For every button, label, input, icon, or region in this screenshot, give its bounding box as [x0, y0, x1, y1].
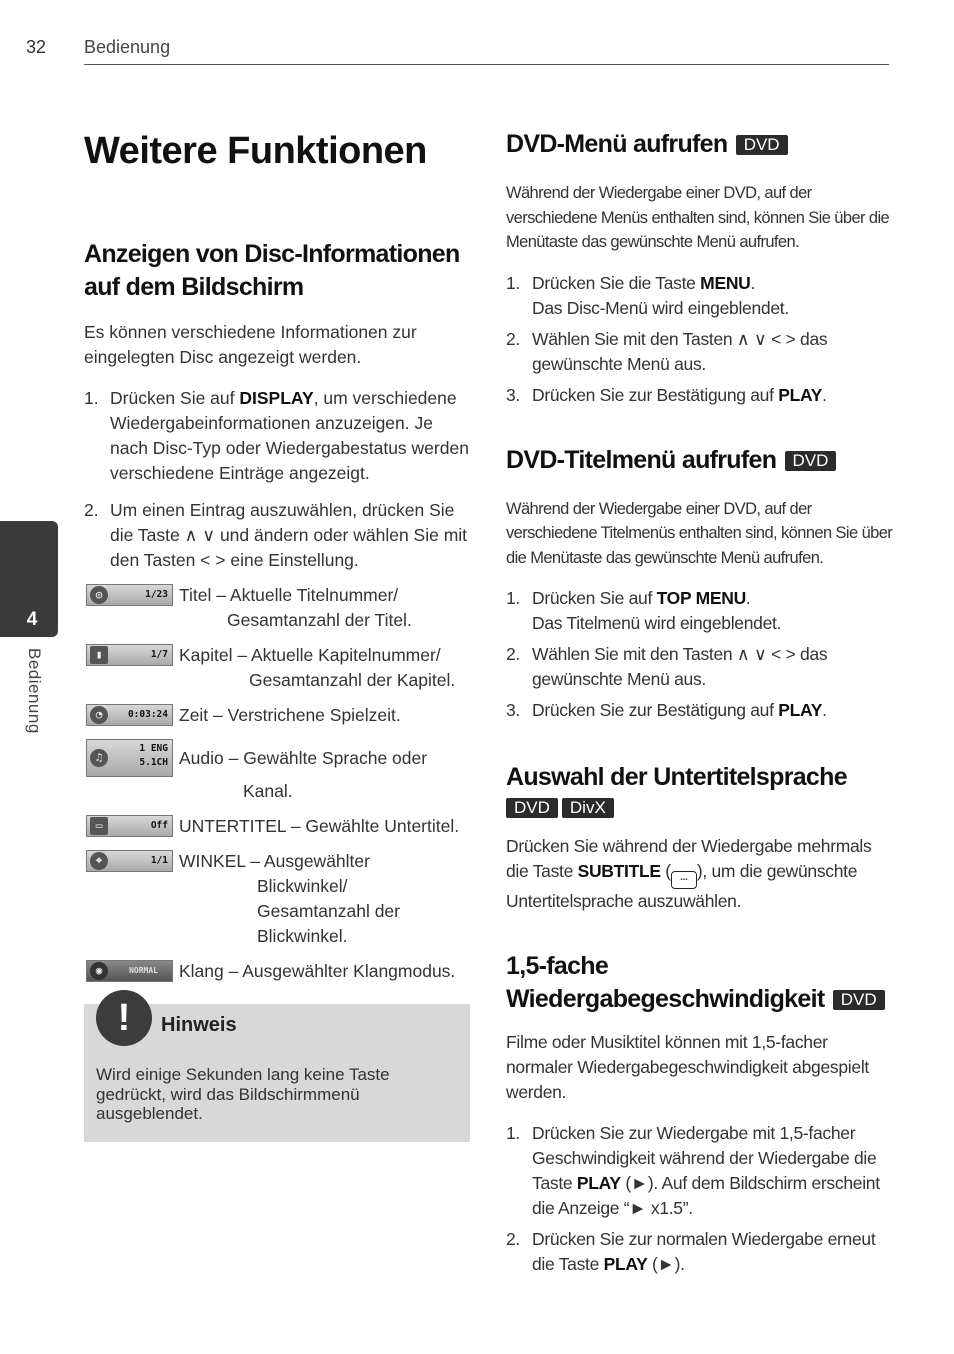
info-item-subtitle: ▭ Off UNTERTITEL – Gewählte Untertitel.: [84, 814, 470, 839]
left-column: [84, 126, 470, 1142]
chapter-icon: ▮ 1/7: [86, 644, 173, 666]
list-item: 2. Drücken Sie zur normalen Wiedergabe erneut die Taste PLAY (►).: [506, 1229, 876, 1274]
list-item: 2. Wählen Sie mit den Tasten ∧ ∨ < > das gewünschte Menü aus.: [506, 328, 828, 374]
subtitle-button-icon: ...: [671, 871, 697, 889]
camera-angle-icon: ⌖ 1/1: [86, 850, 173, 872]
section-heading-playback-speed: 1,5-fache Wiedergabegeschwindigkeit DVD: [506, 950, 894, 1016]
divx-badge: DivX: [562, 798, 614, 818]
list-item: 3. Drücken Sie zur Bestätigung auf PLAY.: [506, 700, 827, 720]
info-item-time: ◔ 0:03:24 Zeit – Verstrichene Spielzeit.: [84, 703, 470, 728]
note-box: [84, 997, 470, 1142]
list-item: 1. Drücken Sie die Taste MENU. Das Disc-Menü wird eingeblendet.: [506, 272, 789, 318]
list-item: 1. Drücken Sie auf DISPLAY, um verschiedene Wiedergabeinformationen anzuzeigen. Je nach Disc-Typ oder Wiedergabestatus werden verschiedene Einträge angezeigt.: [84, 388, 469, 483]
dvd-badge: DVD: [506, 798, 558, 818]
list-item: 2. Wählen Sie mit den Tasten ∧ ∨ < > das gewünschte Menü aus.: [506, 644, 828, 689]
left-right-arrows-icon: < >: [200, 550, 226, 570]
chapter-number: 4: [26, 609, 38, 630]
info-item-title: ◎ 1/23 Titel – Aktuelle Titelnummer/ Gesamtanzahl der Titel.: [84, 583, 470, 633]
section-heading-dvd-title-menu: DVD-Titelmenü aufrufen DVD: [506, 444, 894, 477]
dvd-badge: DVD: [736, 135, 788, 155]
dvd-badge: DVD: [785, 451, 837, 471]
running-header: Bedienung: [84, 37, 171, 57]
info-item-sound: ◉ NORMAL Klang – Ausgewählter Klangmodus.: [84, 959, 470, 984]
key-play: PLAY: [778, 384, 823, 405]
key-play: PLAY: [603, 1254, 648, 1274]
section-intro: Während der Wiedergabe einer DVD, auf der verschiedene Titelmenüs enthalten sind, können Sie über die Menütaste das gewünschte Menü aufrufen.: [506, 499, 893, 567]
section-heading-disc-info: Anzeigen von Disc-Informationen auf dem Bildschirm: [84, 240, 460, 301]
subtitle-icon: ▭ Off: [86, 815, 173, 837]
list-item: 1. Drücken Sie auf TOP MENU. Das Titelmenü wird eingeblendet.: [506, 588, 782, 633]
disc-icon: ◎ 1/23: [86, 584, 173, 606]
key-display: DISPLAY: [239, 388, 314, 408]
exclamation-icon: !: [96, 990, 152, 1046]
audio-icon: ♫ 1 ENG 5.1CH: [86, 739, 173, 777]
header-divider: [84, 64, 889, 65]
section-intro: Filme oder Musiktitel können mit 1,5-facher normaler Wiedergabegeschwindigkeit abgespielt werden.: [506, 1032, 869, 1102]
dvd-badge: DVD: [833, 990, 885, 1010]
section-intro: Während der Wiedergabe einer DVD, auf der verschiedene Menüs enthalten sind, können Sie über die Menütaste das gewünschte Menü aufrufen.: [506, 184, 890, 251]
note-title: Hinweis: [161, 1014, 237, 1036]
steps-list: [506, 586, 894, 723]
sound-icon: ◉ NORMAL: [86, 960, 173, 982]
section-text: Drücken Sie während der Wiedergabe mehrmals die Taste SUBTITLE ( ... ), um die gewünschte Untertitelsprache auszuwählen.: [506, 836, 872, 911]
steps-list: [84, 386, 470, 573]
badge-row: [506, 798, 894, 820]
info-item-angle: ⌖ 1/1 WINKEL – Ausgewählter Blickwinkel/ Gesamtanzahl der Blickwinkel.: [84, 849, 470, 949]
list-item: 1. Drücken Sie zur Wiedergabe mit 1,5-facher Geschwindigkeit während der Wiedergabe die Taste PLAY (►). Auf dem Bildschirm erscheint die Anzeige “► x1.5”.: [506, 1123, 880, 1218]
key-subtitle: SUBTITLE: [577, 861, 661, 881]
intro-text: Es können verschiedene Informationen zur eingelegten Disc angezeigt werden.: [84, 322, 417, 367]
clock-icon: ◔ 0:03:24: [86, 704, 173, 726]
info-item-chapter: ▮ 1/7 Kapitel – Aktuelle Kapitelnummer/ Gesamtanzahl der Kapitel.: [84, 643, 470, 693]
info-item-audio: ♫ 1 ENG 5.1CH Audio – Gewählte Sprache oder Kanal.: [84, 738, 470, 804]
page-number: 32: [26, 37, 47, 57]
up-down-arrows-icon: ∧ ∨: [184, 525, 216, 545]
key-top-menu: TOP MENU: [656, 588, 746, 608]
list-item: 3. Drücken Sie zur Bestätigung auf PLAY.: [506, 384, 827, 405]
page-title: Weitere Funktionen: [84, 130, 427, 172]
chapter-label: Bedienung: [25, 648, 44, 734]
note-text: Wird einige Sekunden lang keine Taste gedrückt, wird das Bildschirmmenü ausgeblendet.: [96, 1065, 390, 1123]
section-heading-dvd-menu: DVD-Menü aufrufen DVD: [506, 128, 894, 161]
section-heading-subtitle-language: Auswahl der Untertitelsprache: [506, 763, 847, 791]
steps-list: [506, 1121, 894, 1277]
key-play: PLAY: [778, 700, 823, 720]
steps-list: [506, 271, 894, 408]
arrow-keys-icon: ∧ ∨ < >: [736, 328, 796, 349]
key-menu: MENU: [700, 272, 751, 293]
right-column: [506, 128, 894, 1283]
arrow-keys-icon: ∧ ∨ < >: [736, 644, 796, 664]
key-play: PLAY: [576, 1173, 621, 1193]
list-item: 2. Um einen Eintrag auszuwählen, drücken Sie die Taste ∧ ∨ und ändern oder wählen Sie mit den Tasten < > eine Einstellung.: [84, 500, 468, 570]
